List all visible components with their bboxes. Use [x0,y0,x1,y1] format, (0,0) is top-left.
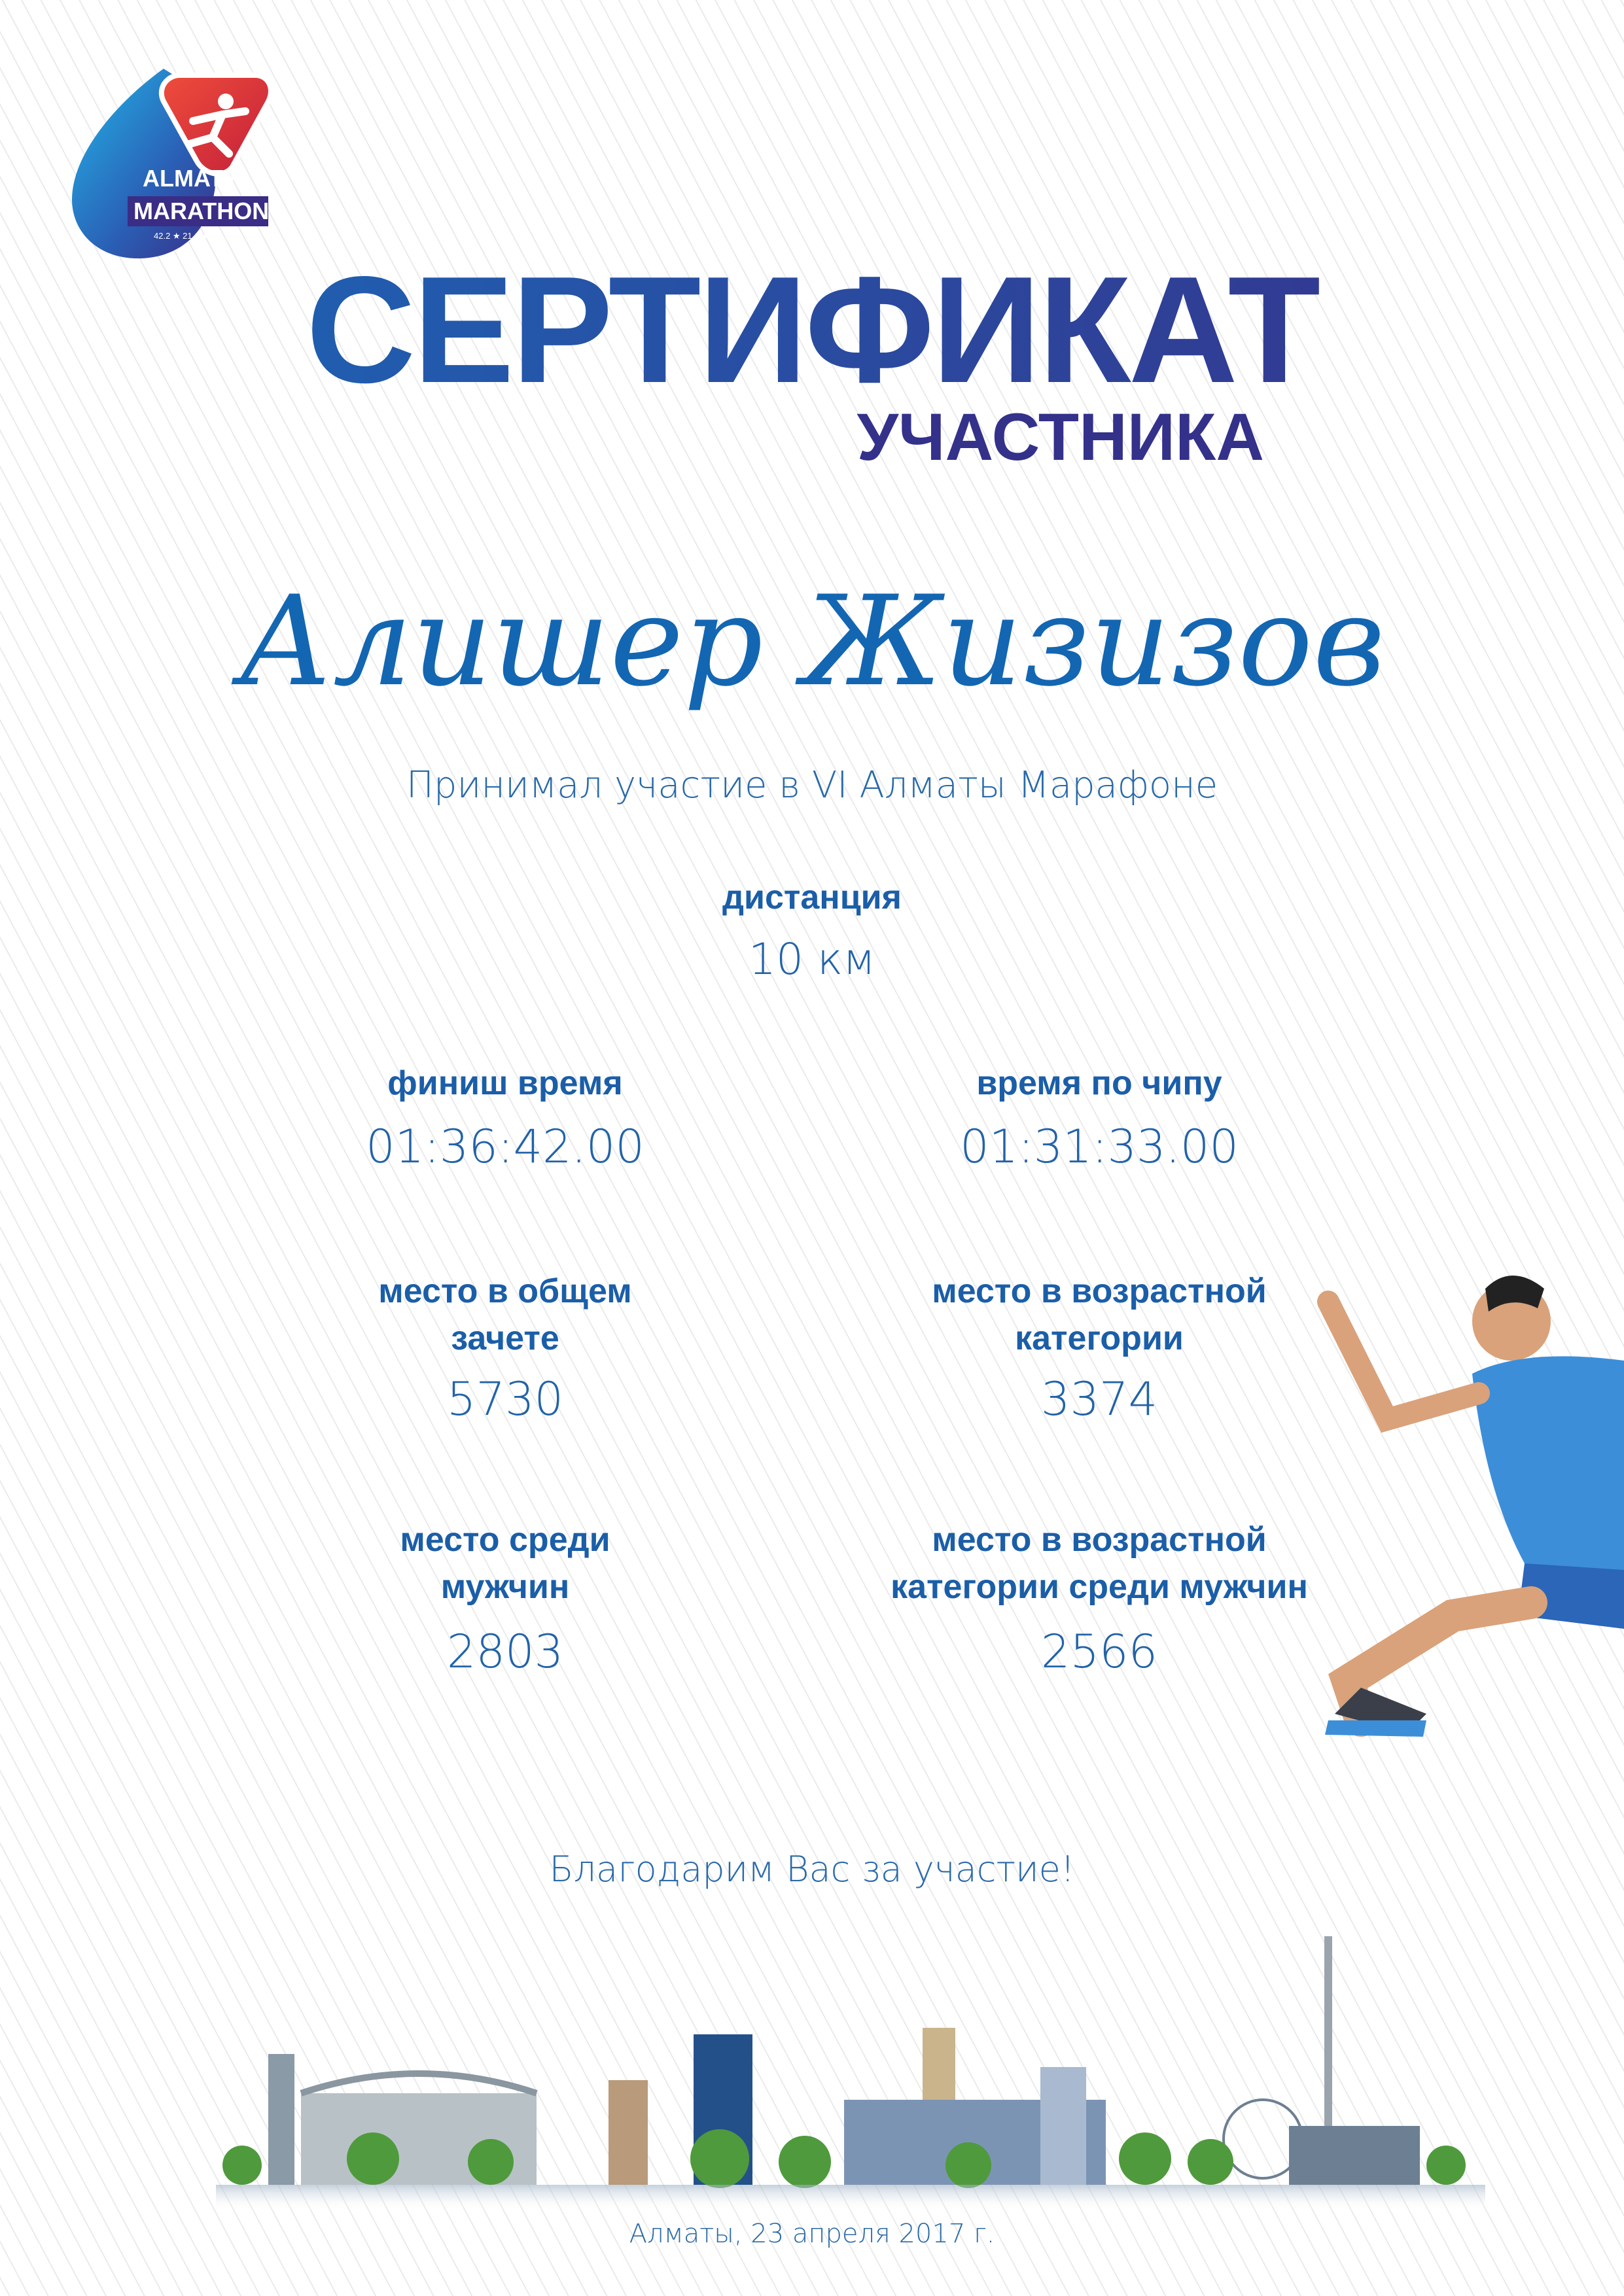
label-line: категории среди мужчин [891,1568,1308,1606]
label-line: место в возрастной [932,1272,1267,1310]
distance-label: дистанция [722,878,902,916]
age-men-place-label [838,1516,1361,1610]
certificate-date: Алматы, 23 апреля 2017 г. [629,2219,995,2249]
men-place-label [243,1516,767,1610]
label-line: зачете [451,1319,559,1357]
chip-time-value: 01:31:33.00 [960,1120,1239,1174]
city-skyline-image [216,1936,1485,2211]
logo-distances: 42.2 ★ 21.1 ★ 10 ★ 3 [154,231,238,241]
label-line: место в общем [378,1272,632,1310]
label-line: место среди [400,1521,610,1559]
logo-line2: MARATHON [133,198,270,224]
overall-place-value: 5730 [446,1372,564,1426]
label-line: категории [1015,1319,1184,1357]
age-men-place-value: 2566 [1040,1625,1158,1679]
almaty-marathon-logo [65,62,288,265]
label-line: мужчин [440,1568,570,1606]
distance-value: 10 км [749,934,875,984]
finish-time-label: финиш время [387,1064,623,1102]
age-place-label [838,1268,1361,1362]
participation-text: Принимал участие в VI Алматы Марафоне [406,764,1218,807]
thanks-text: Благодарим Вас за участие! [549,1849,1075,1890]
certificate-title: СЕРТИФИКАТ [0,265,1624,396]
participant-name: Алишер Жизизов [238,569,1386,714]
label-line: место в возрастной [932,1521,1267,1559]
logo-line1: ALMATY [143,165,239,192]
men-place-value: 2803 [446,1625,564,1679]
certificate-subtitle: УЧАСТНИКА [856,400,1264,474]
overall-place-label [243,1268,767,1362]
runner-image [1309,1262,1624,1792]
age-place-value: 3374 [1040,1372,1158,1426]
chip-time-label: время по чипу [976,1064,1222,1102]
finish-time-value: 01:36:42.00 [366,1120,644,1174]
